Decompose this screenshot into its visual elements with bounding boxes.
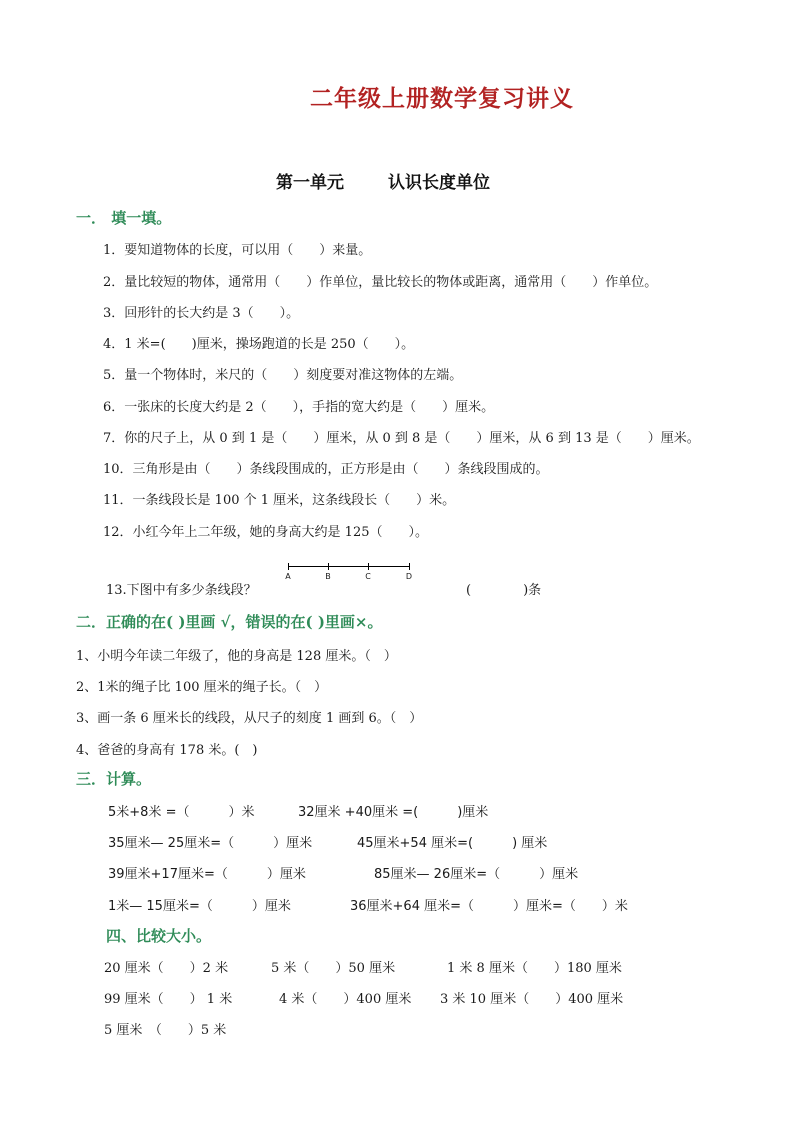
segment-line [288,566,410,567]
point-a-tick [288,563,289,570]
compare-item: 99 厘米（ ） 1 米 [104,992,233,1007]
compare-item: 20 厘米（ ）2 米 [104,961,229,976]
point-d-label: D [405,572,413,581]
fill-question-5: 5．量一个物体时，米尺的（ ）刻度要对准这物体的左端。 [103,368,463,383]
fill-question-1: 1．要知道物体的长度，可以用（ ）来量。 [103,243,372,258]
compare-item: 4 米（ ）400 厘米 [279,992,412,1007]
line-segment-figure [284,562,414,584]
judge-question-1: 1、小明今年读二年级了，他的身高是 128 厘米。（ ） [76,649,397,664]
fill-question-7: 7．你的尺子上，从 0 到 1 是（ ）厘米，从 0 到 8 是（ ）厘米，从 6 到 13 是（ ）厘米。 [103,431,700,446]
calc-item: 32厘米 +40厘米 =( )厘米 [298,805,489,820]
section-2-heading: 二．正确的在( )里画 √，错误的在( )里画×。 [76,613,383,631]
calc-item: 35厘米— 25厘米=（ ）厘米 [108,836,313,851]
fill-question-2: 2．量比较短的物体，通常用（ ）作单位，量比较长的物体或距离，通常用（ ）作单位。 [103,275,658,290]
point-b-tick [328,563,329,570]
judge-question-3: 3、画一条 6 厘米长的线段，从尺子的刻度 1 画到 6。（ ） [76,711,423,726]
unit-number: 第一单元 [276,173,344,193]
judge-question-2: 2、1米的绳子比 100 厘米的绳子长。（ ） [76,680,328,695]
fill-question-13: 13.下图中有多少条线段？ [106,583,257,598]
compare-item: 5 米（ ）50 厘米 [271,961,396,976]
compare-item: 1 米 8 厘米（ ）180 厘米 [447,961,622,976]
fill-question-10: 10．三角形是由（ ）条线段围成的，正方形是由（ ）条线段围成的。 [103,462,549,477]
compare-item: 5 厘米 （ ）5 米 [104,1023,227,1038]
calc-item: 5米+8米 =（ ）米 [108,805,255,820]
unit-name: 认识长度单位 [388,173,490,193]
point-a-label: A [285,572,291,581]
unit-title [276,168,490,193]
fill-question-11: 11．一条线段长是 100 个 1 厘米，这条线段长（ ）米。 [103,493,456,508]
point-c-label: C [365,572,371,581]
calc-item: 36厘米+64 厘米=（ ）厘米=（ ）米 [350,899,628,914]
calc-item: 1米— 15厘米=（ ）厘米 [108,899,291,914]
calc-item: 45厘米+54 厘米=( ) 厘米 [357,836,548,851]
point-d-tick [409,563,410,570]
document-title: 二年级上册数学复习讲义 [310,85,574,112]
calc-item: 39厘米+17厘米=（ ）厘米 [108,867,306,882]
section-3-heading: 三．计算。 [76,770,152,788]
calc-item: 85厘米— 26厘米=（ ）厘米 [374,867,579,882]
fill-question-3: 3．回形针的长大约是 3（ ）。 [103,306,300,321]
point-c-tick [368,563,369,570]
fill-question-4: 4．1 米=( )厘米，操场跑道的长是 250（ ）。 [103,337,415,352]
fill-question-12: 12．小红今年上二年级，她的身高大约是 125（ ）。 [103,525,428,540]
section-4-heading: 四、比较大小。 [106,927,212,945]
fill-question-6: 6．一张床的长度大约是 2（ ），手指的宽大约是（ ）厘米。 [103,400,495,415]
judge-question-4: 4、爸爸的身高有 178 米。( ) [76,743,258,758]
section-1-heading: 一． 填一填。 [76,209,172,227]
point-b-label: B [325,572,331,581]
fill-question-13-answer: ( )条 [466,583,542,598]
compare-item: 3 米 10 厘米（ ）400 厘米 [440,992,624,1007]
